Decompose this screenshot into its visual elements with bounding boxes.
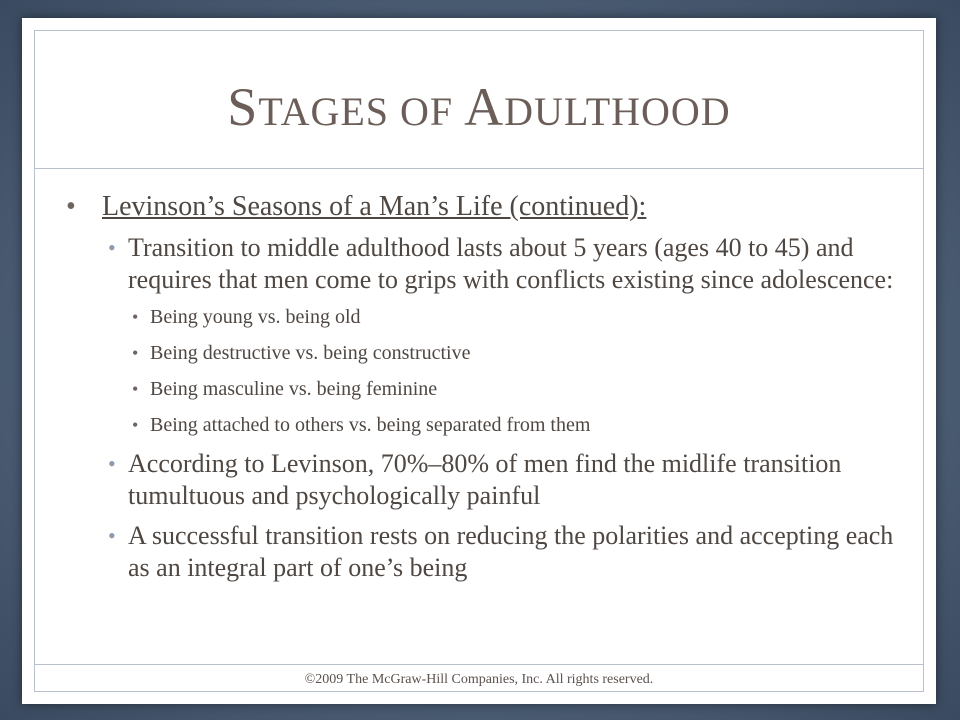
main-bullet <box>58 190 902 224</box>
conflict-item <box>58 412 902 438</box>
sub-bullet-successful-transition <box>58 520 902 584</box>
copyright-footer: ©2009 The McGraw-Hill Companies, Inc. All rights reserved. <box>304 672 654 687</box>
bullet-icon: • <box>132 379 139 399</box>
bullet-icon: • <box>66 191 76 222</box>
title-initial-s: S <box>227 77 259 137</box>
footer-divider <box>34 664 924 665</box>
title-divider <box>34 168 924 169</box>
slide <box>22 18 936 704</box>
bullet-icon: • <box>108 235 116 260</box>
slide-body <box>58 190 902 592</box>
bullet-icon: • <box>108 451 116 476</box>
conflict-text: Being destructive vs. being constructive <box>150 342 471 364</box>
title-initial-a: A <box>464 77 505 137</box>
sub-bullet-transition <box>58 232 902 296</box>
conflict-item <box>58 304 902 330</box>
slide-title <box>22 77 936 137</box>
bullet-icon: • <box>108 523 116 548</box>
conflict-item <box>58 376 902 402</box>
sub-bullet-text: Transition to middle adulthood lasts about 5 years (ages 40 to 45) and requires that men come to grips with conflicts existing since adolescence: <box>128 233 894 294</box>
sub-bullet-text: A successful transition rests on reducing the polarities and accepting each as an integral part of one’s being <box>128 521 894 582</box>
sub-bullet-text: According to Levinson, 70%–80% of men find the midlife transition tumultuous and psychologically painful <box>128 449 842 510</box>
title-part-tages-of: TAGES OF <box>258 89 465 134</box>
bullet-icon: • <box>132 415 139 435</box>
conflict-item <box>58 340 902 366</box>
conflict-text: Being masculine vs. being feminine <box>150 378 438 400</box>
bullet-icon: • <box>132 343 139 363</box>
conflict-text: Being attached to others vs. being separated from them <box>150 414 591 436</box>
main-heading: Levinson’s Seasons of a Man’s Life (continued): <box>102 191 647 222</box>
title-part-dulthood: DULTHOOD <box>504 89 731 134</box>
sub-bullet-percentage <box>58 448 902 512</box>
bullet-icon: • <box>132 307 139 327</box>
conflict-text: Being young vs. being old <box>150 306 361 328</box>
